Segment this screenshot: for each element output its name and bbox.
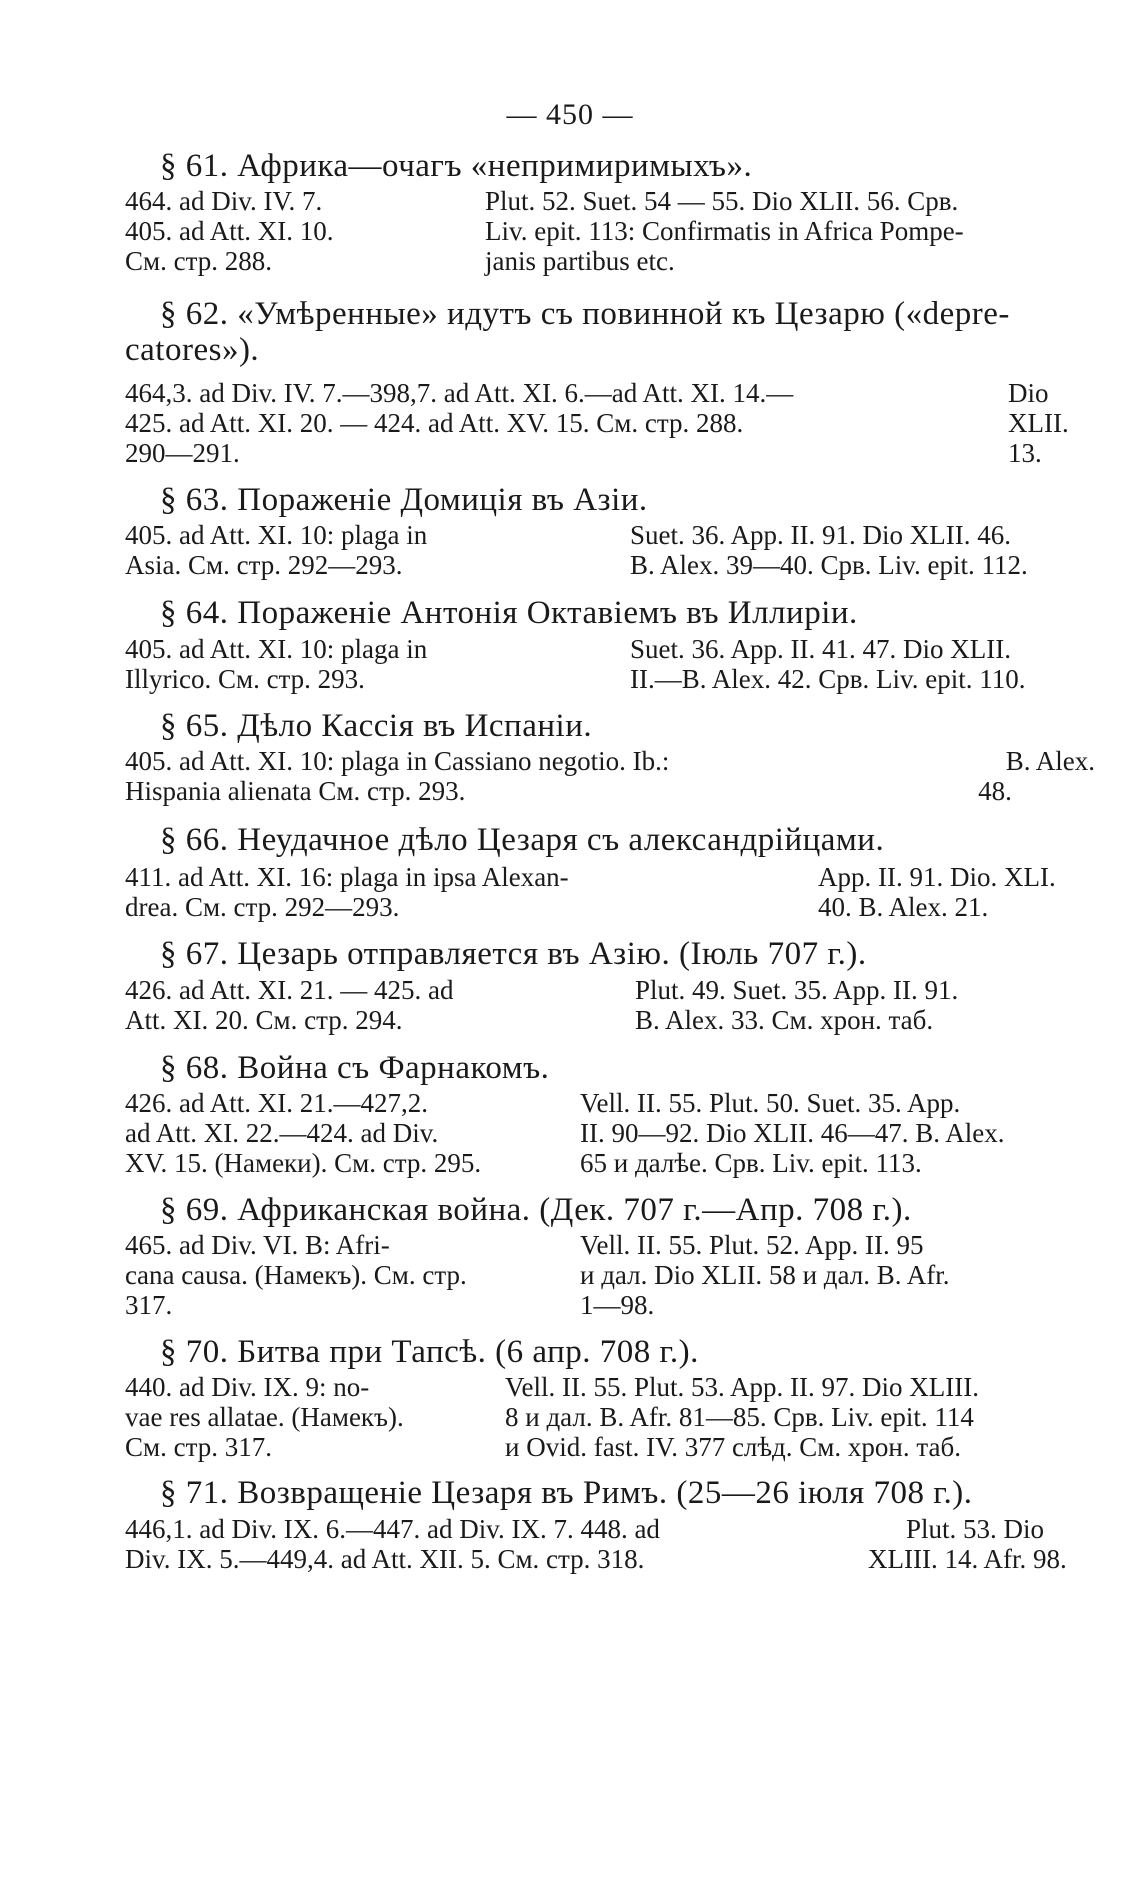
section-67-left <box>125 975 453 1035</box>
section-heading-70: § 70. Битва при Тапсѣ. (6 апр. 708 г.). <box>160 1334 699 1370</box>
text-line: Att. XI. 20. См. стр. 294. <box>125 1005 403 1035</box>
text-line: Suet. 36. App. II. 91. Dio XLII. 46. <box>630 520 1011 550</box>
text-line: 405. ad Att. XI. 10: plaga in <box>125 520 428 550</box>
section-66-right <box>818 862 1056 922</box>
section-70-right <box>505 1372 979 1462</box>
section-heading-67: § 67. Цезарь отправляется въ Азію. (Іюль 707 г.). <box>160 936 867 972</box>
section-heading-61: § 61. Африка—очагъ «непримиримыхъ». <box>160 148 753 184</box>
text-line: 426. ad Att. XI. 21.—427,2. <box>125 1088 428 1118</box>
text-line: Vell. II. 55. Plut. 53. App. II. 97. Dio XLIII. <box>505 1372 979 1402</box>
page-number: — 450 — <box>506 98 634 131</box>
section-62-right <box>1008 378 1069 468</box>
text-line: App. II. 91. Dio. XLI. <box>818 862 1056 892</box>
text-line: См. стр. 317. <box>125 1432 272 1462</box>
heading-line: catores»). <box>125 332 260 368</box>
text-line: Illyrico. См. стр. 293. <box>125 664 365 694</box>
text-line: 48. <box>978 776 1012 806</box>
text-line: XLIII. 14. Afr. 98. <box>868 1544 1067 1574</box>
text-line: Asia. См. стр. 292—293. <box>125 550 403 580</box>
text-line: 426. ad Att. XI. 21. — 425. ad <box>125 975 454 1005</box>
section-68-right <box>580 1088 1004 1178</box>
text-line: 405. ad Att. XI. 10. <box>125 216 334 246</box>
section-71-left <box>125 1514 660 1574</box>
text-line: Hispania alienata См. стр. 293. <box>125 776 466 806</box>
section-61-right <box>485 186 964 276</box>
text-line: XLII. <box>1008 408 1069 438</box>
section-64-left <box>125 634 427 694</box>
section-heading-69: § 69. Африканская война. (Дек. 707 г.—Апр. 708 г.). <box>160 1192 912 1228</box>
section-64-right <box>630 634 1025 694</box>
text-line: 290—291. <box>125 438 240 468</box>
text-line: II. 90—92. Dio XLII. 46—47. B. Alex. <box>580 1118 1005 1148</box>
text-line: 465. ad Div. VI. B: Afri- <box>125 1230 390 1260</box>
text-line: 1—98. <box>580 1290 655 1320</box>
section-heading-64: § 64. Пораженіе Антонія Октавіемъ въ Иллиріи. <box>160 595 858 631</box>
text-line: B. Alex. 33. См. хрон. таб. <box>635 1005 934 1035</box>
section-63-left <box>125 520 427 580</box>
section-63-right <box>630 520 1028 580</box>
text-line: 464,3. ad Div. IV. 7.—398,7. ad Att. XI. 6.—ad Att. XI. 14.— <box>125 378 794 408</box>
text-line: Dio <box>1008 378 1049 408</box>
section-heading-62 <box>125 296 1100 368</box>
text-line: 8 и дал. B. Afr. 81—85. Срв. Liv. epit. 114 <box>505 1402 974 1432</box>
section-69-right <box>580 1230 950 1320</box>
text-line: 425. ad Att. XI. 20. — 424. ad Att. XV. 15. См. стр. 288. <box>125 408 744 438</box>
heading-line: § 62. «Умѣренные» идутъ съ повинной къ Цезарю («depre- <box>160 296 1010 332</box>
text-line: 464. ad Div. IV. 7. <box>125 186 323 216</box>
text-line: 411. ad Att. XI. 16: plaga in ipsa Alexan- <box>125 862 569 892</box>
text-line: Vell. II. 55. Plut. 50. Suet. 35. App. <box>580 1088 961 1118</box>
text-line: и дал. Dio XLII. 58 и дал. B. Afr. <box>580 1260 950 1290</box>
text-line: 405. ad Att. XI. 10: plaga in <box>125 634 428 664</box>
text-line: 13. <box>1008 438 1042 468</box>
text-line: vae res allatae. (Намекъ). <box>125 1402 404 1432</box>
text-line: См. стр. 288. <box>125 246 272 276</box>
section-68-left <box>125 1088 481 1178</box>
section-71-right <box>868 1514 1067 1574</box>
text-line: 405. ad Att. XI. 10: plaga in Cassiano negotio. Ib.: <box>125 746 670 776</box>
section-61-left <box>125 186 334 276</box>
text-line: cana causa. (Намекъ). См. стр. <box>125 1260 467 1290</box>
text-line: XV. 15. (Намеки). См. стр. 295. <box>125 1148 482 1178</box>
text-line: Plut. 53. Dio <box>906 1514 1045 1544</box>
section-70-left <box>125 1372 404 1462</box>
section-69-left <box>125 1230 467 1320</box>
text-line: и Ovid. fast. IV. 377 слѣд. См. хрон. таб. <box>505 1432 961 1462</box>
section-heading-68: § 68. Война съ Фарнакомъ. <box>160 1050 550 1086</box>
text-line: B. Alex. <box>1005 746 1095 776</box>
text-line: Plut. 49. Suet. 35. App. II. 91. <box>635 975 959 1005</box>
text-line: Suet. 36. App. II. 41. 47. Dio XLII. <box>630 634 1011 664</box>
text-line: ad Att. XI. 22.—424. ad Div. <box>125 1118 439 1148</box>
section-heading-71: § 71. Возвращеніе Цезаря въ Римъ. (25—26 іюля 708 г.). <box>160 1475 973 1511</box>
section-heading-66: § 66. Неудачное дѣло Цезаря съ александрійцами. <box>160 822 885 858</box>
section-heading-63: § 63. Пораженіе Домиція въ Азіи. <box>160 482 648 518</box>
text-line: drea. См. стр. 292—293. <box>125 892 400 922</box>
text-line: janis partibus etc. <box>485 246 675 276</box>
text-line: 317. <box>125 1290 173 1320</box>
section-65-left <box>125 746 669 806</box>
section-heading-65: § 65. Дѣло Кассія въ Испаніи. <box>160 708 593 744</box>
text-line: B. Alex. 39—40. Срв. Liv. epit. 112. <box>630 550 1028 580</box>
text-line: 40. B. Alex. 21. <box>818 892 989 922</box>
section-62-left <box>125 378 793 468</box>
text-line: 65 и далѣе. Срв. Liv. epit. 113. <box>580 1148 922 1178</box>
section-67-right <box>635 975 958 1035</box>
section-65-right <box>895 746 1095 806</box>
text-line: 440. ad Div. IX. 9: no- <box>125 1372 370 1402</box>
text-line: Div. IX. 5.—449,4. ad Att. XII. 5. См. стр. 318. <box>125 1544 645 1574</box>
text-line: Plut. 52. Suet. 54 — 55. Dio XLII. 56. Срв. <box>485 186 959 216</box>
text-line: II.—B. Alex. 42. Срв. Liv. epit. 110. <box>630 664 1026 694</box>
section-66-left <box>125 862 569 922</box>
text-line: Liv. epit. 113: Confirmatis in Africa Pompe- <box>485 216 964 246</box>
text-line: 446,1. ad Div. IX. 6.—447. ad Div. IX. 7. 448. ad <box>125 1514 660 1544</box>
text-line: Vell. II. 55. Plut. 52. App. II. 95 <box>580 1230 924 1260</box>
